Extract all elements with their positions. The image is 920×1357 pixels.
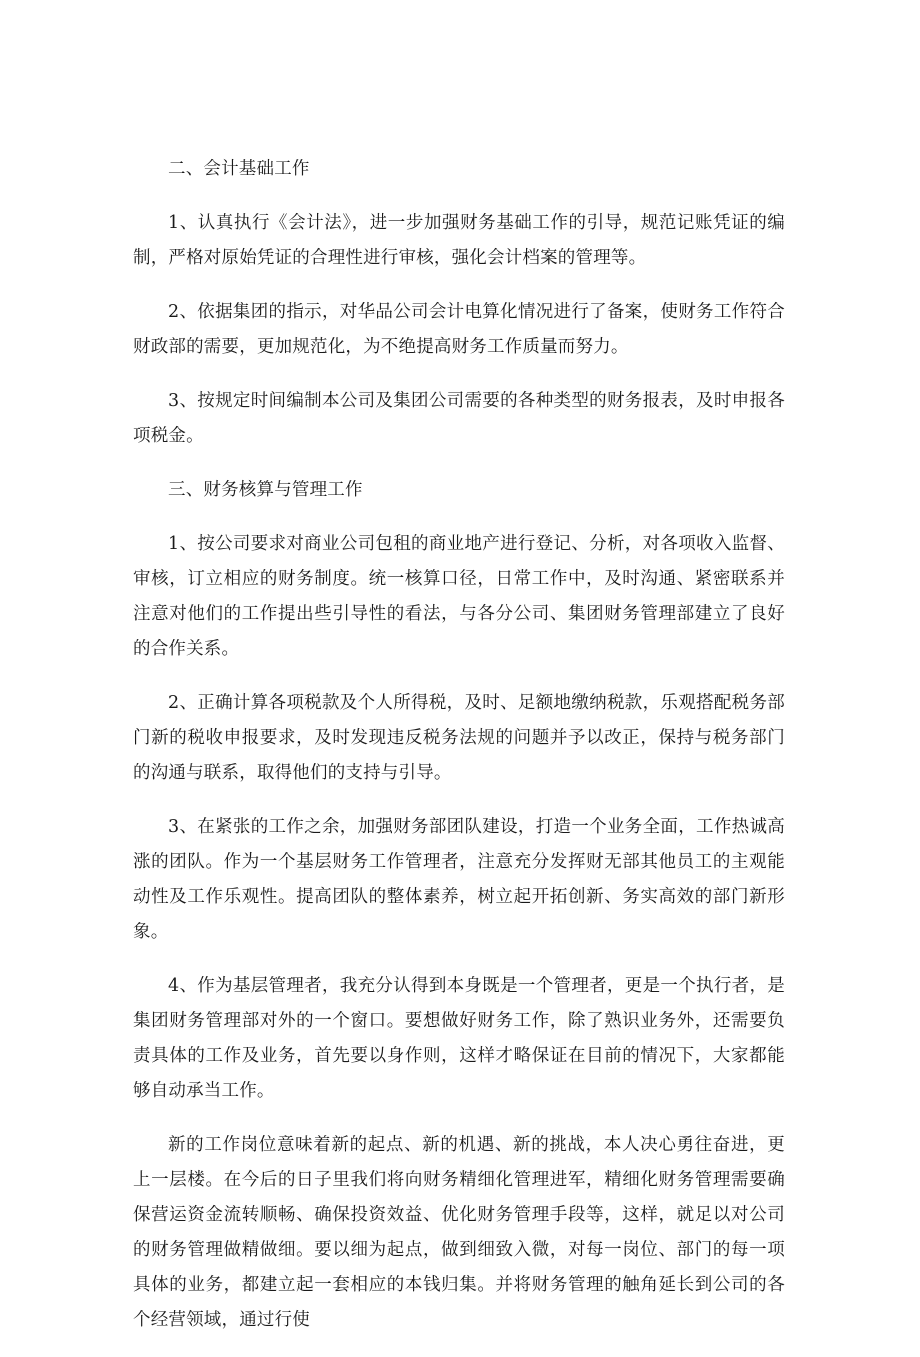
section-heading-finance-accounting-management: 三、财务核算与管理工作 <box>168 480 363 500</box>
paragraph: 2、依据集团的指示，对华品公司会计电算化情况进行了备案，使财务工作符合财政部的需要，更加规范化，为不绝提高财务工作质量而努力。 <box>133 302 785 357</box>
paragraph: 3、在紧张的工作之余，加强财务部团队建设，打造一个业务全面，工作热诚高涨的团队。作为一个基层财务工作管理者，注意充分发挥财无部其他员工的主观能动性及工作乐观性。提高团队的整体素养，树立起开拓创新、务实高效的部门新形象。 <box>133 817 785 942</box>
paragraph: 1、按公司要求对商业公司包租的商业地产进行登记、分析，对各项收入监督、审核，订立相应的财务制度。统一核算口径，日常工作中，及时沟通、紧密联系并注意对他们的工作提出些引导性的看法，与各分公司、集团财务管理部建立了良好的合作关系。 <box>133 534 785 659</box>
document-body <box>133 152 785 1357</box>
paragraph: 1、认真执行《会计法》，进一步加强财务基础工作的引导，规范记账凭证的编制，严格对原始凭证的合理性进行审核，强化会计档案的管理等。 <box>133 213 785 268</box>
paragraph: 4、作为基层管理者，我充分认得到本身既是一个管理者，更是一个执行者，是集团财务管理部对外的一个窗口。要想做好财务工作，除了熟识业务外，还需要负责具体的工作及业务，首先要以身作则，这样才略保证在目前的情况下，大家都能够自动承当工作。 <box>133 976 785 1101</box>
paragraph: 新的工作岗位意味着新的起点、新的机遇、新的挑战，本人决心勇往奋进，更上一层楼。在今后的日子里我们将向财务精细化管理进军，精细化财务管理需要确保营运资金流转顺畅、确保投资效益、优化财务管理手段等，这样，就足以对公司的财务管理做精做细。要以细为起点，做到细致入微，对每一岗位、部门的每一项具体的业务，都建立起一套相应的本钱归集。并将财务管理的触角延长到公司的各个经营领域，通过行使 <box>133 1135 785 1330</box>
paragraph: 2、正确计算各项税款及个人所得税，及时、足额地缴纳税款，乐观搭配税务部门新的税收申报要求，及时发现违反税务法规的问题并予以改正，保持与税务部门的沟通与联系，取得他们的支持与引导。 <box>133 693 785 783</box>
section-heading-accounting-basics: 二、会计基础工作 <box>168 159 310 179</box>
paragraph: 3、按规定时间编制本公司及集团公司需要的各种类型的财务报表，及时申报各项税金。 <box>133 391 785 446</box>
